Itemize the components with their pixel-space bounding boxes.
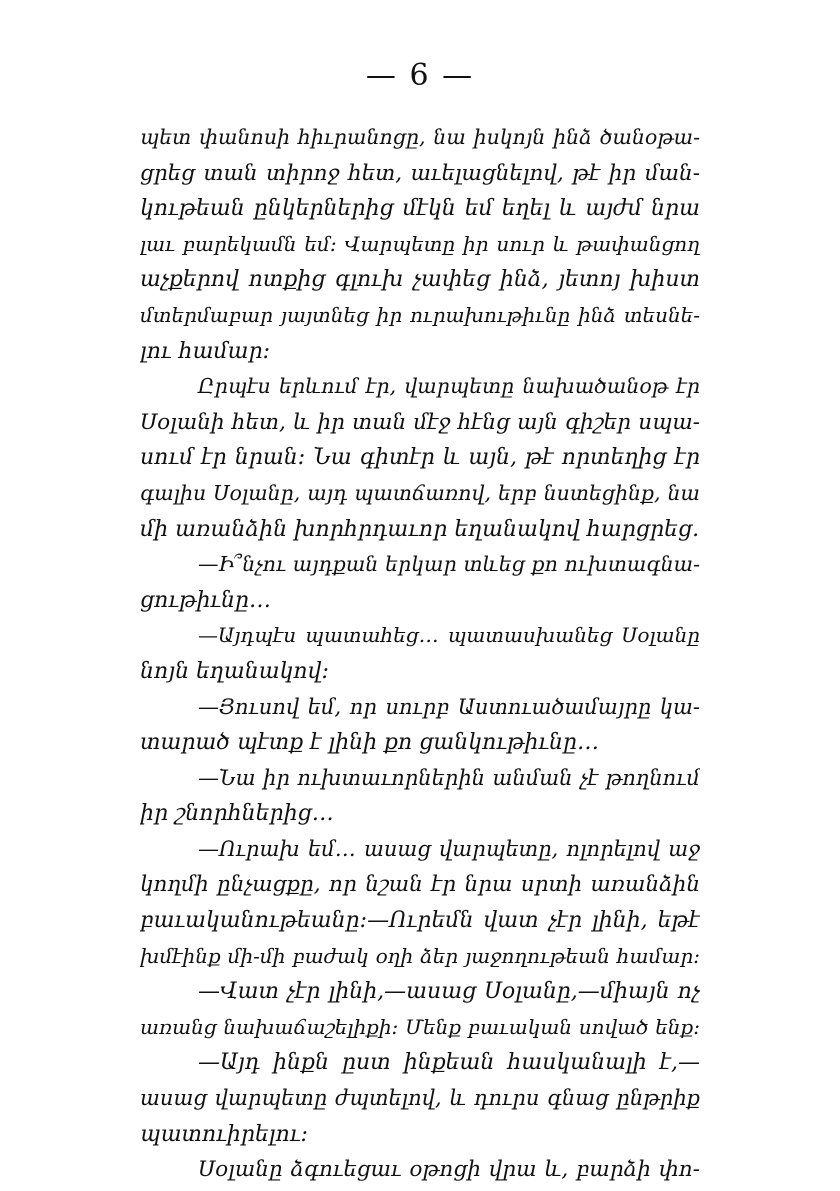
text-line: աչքերով ոտքից գլուխ չափեց ինձ, յետոյ խիստ [140, 267, 700, 293]
text-line: —Ուրախ եմ… ասաց վարպետը, ոլորելով աջ [198, 836, 700, 861]
text-line: գալիս Սօլանը, այդ պատճառով, երբ նստեցինք, նա [140, 480, 700, 505]
text-line: սում էր նրան։ Նա գիտէր և այն, թէ որտեղից էր [140, 445, 700, 471]
text-line: —Այդ ինքն ըստ ինքեան հասկանալի է,— [198, 1050, 700, 1076]
text-line: կութեան ընկերներից մէկն եմ եղել և այժմ նրա [140, 196, 700, 222]
text-line: ասաց վարպետը ժպտելով, և դուրս գնաց ընթրիք [140, 1086, 700, 1111]
text-line: բաւականութեանը։—Ուրեմն վատ չէր լինի, եթէ [140, 908, 700, 934]
text-line: նոյն եղանակով։ [140, 658, 329, 684]
text-line: մի առանձին խորհրդաւոր եղանակով հարցրեց. [140, 516, 700, 542]
page-number: — 6 — [365, 58, 475, 93]
text-line: խմէինք մի-մի բաժակ օղի ձեր յաջողութեան համար։ [140, 943, 700, 968]
text-line: մտերմաբար յայտնեց իր ուրախութիւնը ինձ տեսնե- [140, 302, 700, 327]
text-line: կողմի ընչացքը, որ նշան էր նրա սրտի առանձին [140, 872, 700, 898]
text-line: առանց նախաճաշելիքի։ Մենք բաւական սոված ենք։ [140, 1014, 700, 1039]
text-line: ցութիւնը… [140, 587, 272, 613]
text-line: —Այդպէս պատահեց… պատասխանեց Սօլանը [198, 623, 700, 648]
text-line: —Վատ չէր լինի,—ասաց Սօլանը,—միայն ոչ [198, 979, 700, 1005]
text-line: Սօլանը ձգուեցաւ օթոցի վրա և, բարձի փո- [198, 1157, 700, 1183]
text-line: ցրեց տան տիրոջ հետ, աւելացնելով, թէ իր ման- [140, 160, 700, 186]
body-text [140, 120, 700, 1188]
text-line: պատուիրելու։ [140, 1121, 308, 1147]
text-line: Ըրպէս երևում էր, վարպետը նախածանօթ էր [198, 374, 700, 399]
text-line: Սօլանի հետ, և իր տան մէջ հէնց այն գիշեր սպա- [140, 409, 700, 435]
text-line: —Յուսով եմ, որ սուրբ Աստուածամայրը կա- [198, 694, 700, 719]
text-line: իր շնորհներից… [140, 801, 334, 827]
text-line: —Նա իր ուխտաւորներին անման չէ թողնում [198, 765, 700, 790]
text-line: տարած պէտք է լինի քո ցանկութիւնը… [140, 730, 599, 756]
text-line: պետ փանոսի հիւրանոցը, նա իսկոյն ինձ ծանօթա- [140, 125, 700, 149]
text-line: լաւ բարեկամն եմ։ Վարպետը իր սուր և թափանցող [140, 231, 700, 256]
text-line: լու համար։ [140, 338, 271, 364]
text-line: —Ի՞նչու այդքան երկար տևեց քո ուխտագնա- [198, 552, 700, 577]
